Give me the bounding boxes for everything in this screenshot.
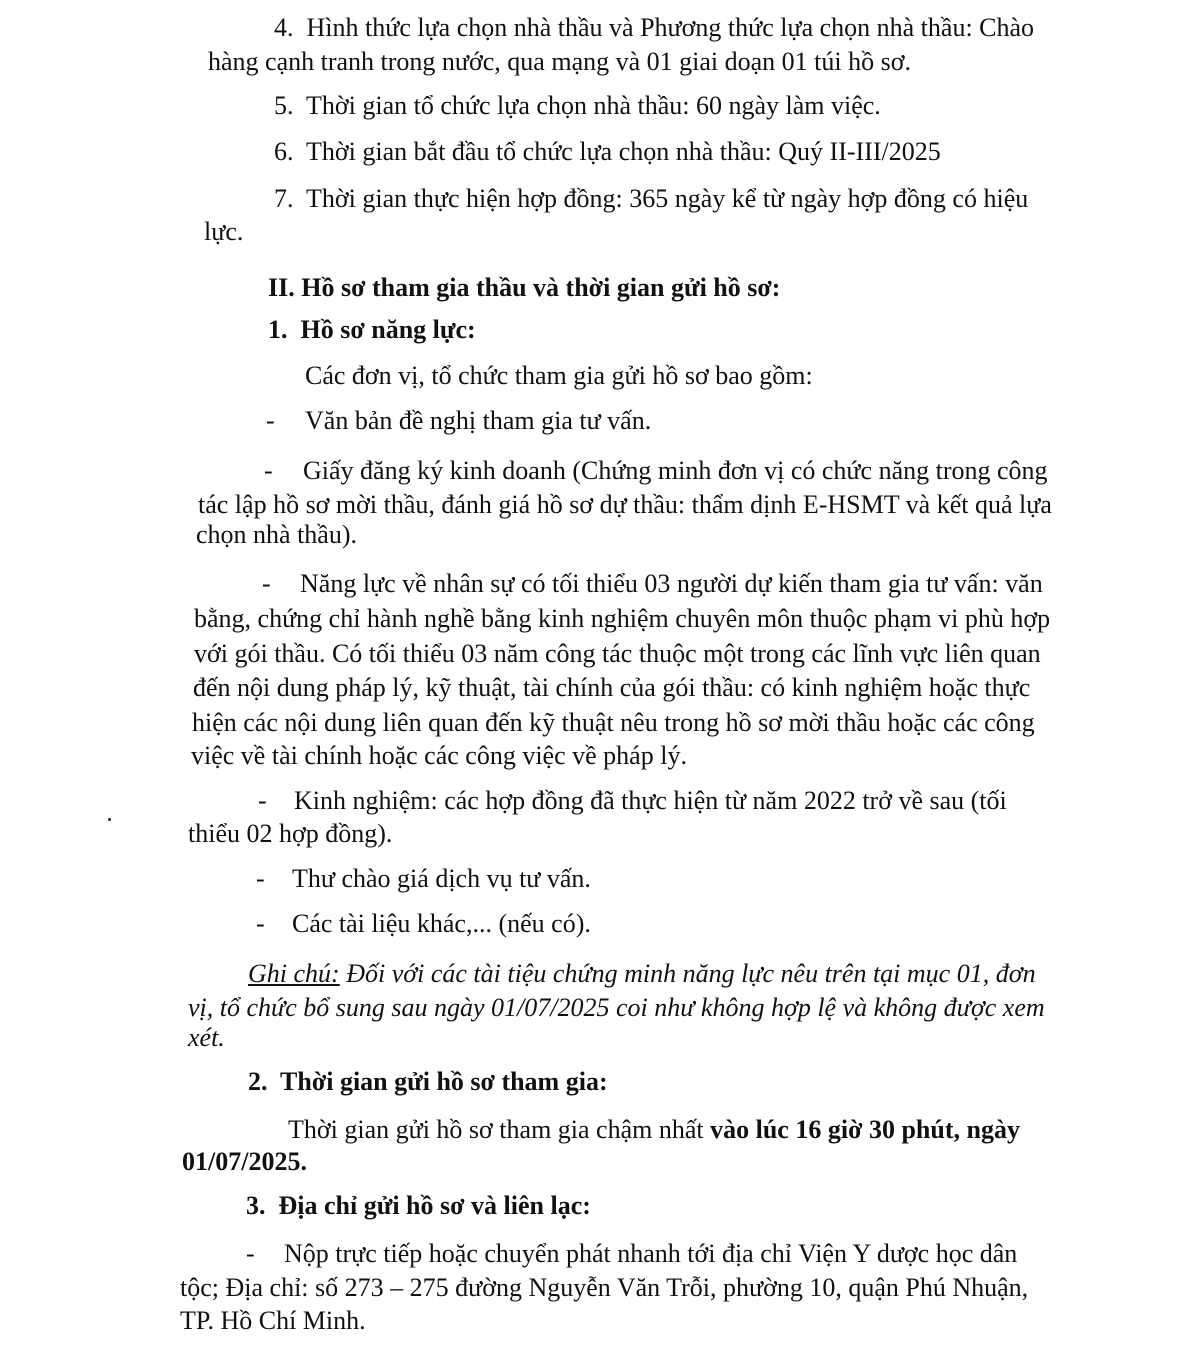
bullet-dash: - xyxy=(262,569,271,598)
section-ii-heading: II. Hồ sơ tham gia thầu và thời gian gửi hồ sơ: xyxy=(268,273,781,302)
note-line-3: xét. xyxy=(188,1023,225,1052)
scan-speck xyxy=(108,818,111,821)
bullet-text: Năng lực về nhân sự có tối thiểu 03 người dự kiến tham gia tư vấn: văn xyxy=(300,569,1043,598)
bullet-text: việc về tài chính hoặc các công việc về pháp lý. xyxy=(191,741,687,770)
bullet-dash: - xyxy=(266,406,275,435)
item-7-line-2: lực. xyxy=(204,217,244,246)
bullet-text: Kinh nghiệm: các hợp đồng đã thực hiện từ năm 2022 trở về sau (tối xyxy=(294,786,1007,815)
note-line-1: Ghi chú: Đối với các tài tiệu chứng minh năng lực nêu trên tại mục 01, đơn xyxy=(248,959,1036,988)
item-4-line-2: hàng cạnh tranh trong nước, qua mạng và 01 giai doạn 01 túi hồ sơ. xyxy=(208,47,911,76)
bullet-dash: - xyxy=(264,456,273,485)
bullet-text: Giấy đăng ký kinh doanh (Chứng minh đơn vị có chức năng trong công xyxy=(303,456,1048,485)
bullet-text: với gói thầu. Có tối thiểu 03 năm công tác thuộc một trong các lĩnh vực liên quan xyxy=(194,639,1041,668)
item-5: 5. Thời gian tổ chức lựa chọn nhà thầu: 60 ngày làm việc. xyxy=(274,91,881,120)
bullet-text: tác lập hồ sơ mời thầu, đánh giá hồ sơ dự thầu: thẩm dịnh E-HSMT và kết quả lựa xyxy=(198,490,1052,519)
item-7-line-1: 7. Thời gian thực hiện hợp đồng: 365 ngày kể từ ngày hợp đồng có hiệu xyxy=(274,184,1029,213)
bullet-dash: - xyxy=(258,786,267,815)
note-label: Ghi chú: xyxy=(248,959,340,988)
address-line-1: Nộp trực tiếp hoặc chuyển phát nhanh tới địa chỉ Viện Y dược học dân xyxy=(284,1239,1018,1268)
address-line-3: TP. Hồ Chí Minh. xyxy=(180,1306,366,1335)
bullet-dash: - xyxy=(256,864,265,893)
bullet-text: hiện các nội dung liên quan đến kỹ thuật nêu trong hồ sơ mời thầu hoặc các công xyxy=(192,708,1035,737)
bullet-dash: - xyxy=(246,1239,255,1268)
bullet-text: đến nội dung pháp lý, kỹ thuật, tài chính của gói thầu: có kinh nghiệm hoặc thực xyxy=(193,673,1031,702)
note-line-2: vị, tổ chức bổ sung sau ngày 01/07/2025 coi như không hợp lệ và không được xem xyxy=(188,993,1045,1022)
subsection-3-heading: 3. Địa chỉ gửi hồ sơ và liên lạc: xyxy=(246,1191,591,1220)
subsection-2-text-line-1: Thời gian gửi hồ sơ tham gia chậm nhất vào lúc 16 giờ 30 phút, ngày xyxy=(288,1115,1020,1144)
bullet-dash: - xyxy=(256,909,265,938)
bullet-text: bằng, chứng chỉ hành nghề bằng kinh nghiệm chuyên môn thuộc phạm vi phù hợp xyxy=(194,604,1051,633)
bullet-text: Thư chào giá dịch vụ tư vấn. xyxy=(292,864,591,893)
subsection-2-text-line-2: 01/07/2025. xyxy=(182,1147,307,1176)
item-4-line-1: 4. Hình thức lựa chọn nhà thầu và Phương thức lựa chọn nhà thầu: Chào xyxy=(274,13,1035,42)
subsection-1-intro: Các đơn vị, tổ chức tham gia gửi hồ sơ bao gồm: xyxy=(305,361,813,390)
item-6: 6. Thời gian bắt đầu tổ chức lựa chọn nhà thầu: Quý II-III/2025 xyxy=(274,137,941,166)
subsection-1-heading: 1. Hồ sơ năng lực: xyxy=(268,315,476,344)
address-line-2: tộc; Địa chỉ: số 273 – 275 đường Nguyễn Văn Trỗi, phường 10, quận Phú Nhuận, xyxy=(180,1273,1029,1302)
bullet-text: chọn nhà thầu). xyxy=(196,520,358,549)
bullet-text: Các tài liệu khác,... (nếu có). xyxy=(292,909,591,938)
bullet-text: Văn bản đề nghị tham gia tư vấn. xyxy=(305,406,652,435)
subsection-2-heading: 2. Thời gian gửi hồ sơ tham gia: xyxy=(248,1067,608,1096)
bullet-text: thiểu 02 hợp đồng). xyxy=(188,819,393,848)
